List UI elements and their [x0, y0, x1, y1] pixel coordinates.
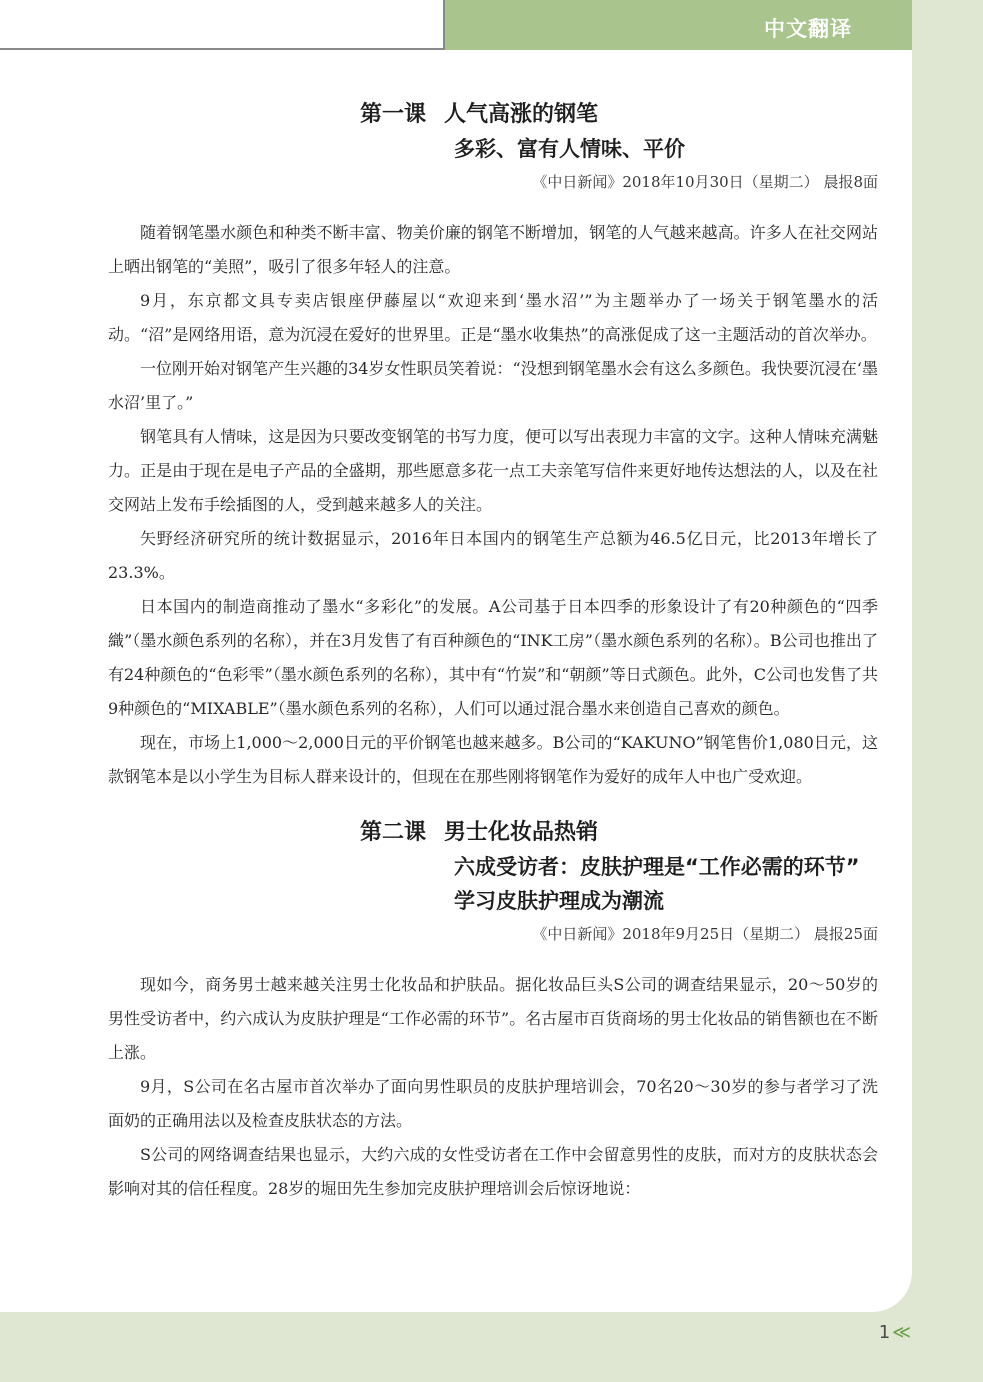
lesson-1-paragraph: 一位刚开始对钢笔产生兴趣的34岁女性职员笑着说：“没想到钢笔墨水会有这么多颜色。我快要沉浸在‘墨水沼’里了。”	[108, 359, 878, 412]
lesson-2-subtitle: 六成受访者：皮肤护理是“工作必需的环节”	[454, 855, 860, 879]
lesson-2-subtitle: 学习皮肤护理成为潮流	[454, 889, 664, 913]
lesson-1-number: 第一课	[360, 102, 427, 127]
lesson-2-paragraph: 现如今，商务男士越来越关注男士化妆品和护肤品。据化妆品巨头S公司的调查结果显示，20～50岁的男性受访者中，约六成认为皮肤护理是“工作必需的环节”。名古屋市百货商场的男士化妆品的销售额也在不断上涨。	[108, 975, 878, 1062]
bottom-bar	[0, 1312, 983, 1382]
double-chevron-left-icon: ≪	[892, 1322, 911, 1343]
top-bar	[0, 0, 983, 50]
section-label: 中文翻译	[764, 17, 852, 41]
lesson-2-title-line	[360, 816, 878, 850]
section-tab	[443, 0, 912, 50]
lesson-2-heading	[360, 816, 878, 918]
right-margin	[912, 0, 983, 1382]
lesson-1-title-line	[360, 98, 878, 132]
lesson-1-heading	[360, 98, 878, 166]
header-rule	[0, 0, 445, 50]
lesson-1-subtitle: 多彩、富有人情味、平价	[454, 137, 685, 161]
lesson-1-paragraph: 现在，市场上1,000～2,000日元的平价钢笔也越来越多。B公司的“KAKUNO”钢笔售价1,080日元，这款钢笔本是以小学生为目标人群来设计的，但现在在那些刚将钢笔作为爱好的成年人中也广受欢迎。	[108, 733, 878, 786]
lesson-2-title: 男士化妆品热销	[444, 820, 599, 845]
lesson-1-paragraph: 矢野经济研究所的统计数据显示，2016年日本国内的钢笔生产总额为46.5亿日元，比2013年增长了23.3%。	[108, 529, 878, 582]
lesson-2-source: 《中日新闻》2018年9月25日（星期二） 晨报25面	[532, 925, 878, 943]
lesson-1-paragraph: 随着钢笔墨水颜色和种类不断丰富、物美价廉的钢笔不断增加，钢笔的人气越来越高。许多人在社交网站上晒出钢笔的“美照”，吸引了很多年轻人的注意。	[108, 223, 878, 276]
lesson-1-paragraph: 日本国内的制造商推动了墨水“多彩化”的发展。A公司基于日本四季的形象设计了有20种颜色的“四季織”（墨水颜色系列的名称），并在3月发售了有百种颜色的“INK工房”（墨水颜色系列的名称）。B公司也推出了有24种颜色的“色彩雫”（墨水颜色系列的名称），其中有“竹炭”和“朝颜”等日式颜色。此外，C公司也发售了共9种颜色的“MIXABLE”（墨水颜色系列的名称），人们可以通过混合墨水来创造自己喜欢的颜色。	[108, 597, 878, 718]
lesson-2-paragraph: 9月，S公司在名古屋市首次举办了面向男性职员的皮肤护理培训会，70名20～30岁的参与者学习了洗面奶的正确用法以及检查皮肤状态的方法。	[108, 1077, 878, 1130]
article-content	[108, 98, 878, 1206]
lesson-2-paragraph: S公司的网络调查结果也显示，大约六成的女性受访者在工作中会留意男性的皮肤，而对方的皮肤状态会影响对其的信任程度。28岁的堀田先生参加完皮肤护理培训会后惊讶地说：	[108, 1145, 878, 1198]
page-number-value: 1	[878, 1322, 891, 1343]
lesson-1-paragraph: 9月，东京都文具专卖店银座伊藤屋以“欢迎来到‘墨水沼’”为主题举办了一场关于钢笔墨水的活动。“沼”是网络用语，意为沉浸在爱好的世界里。正是“墨水收集热”的高涨促成了这一主题活动的首次举办。	[108, 291, 878, 344]
lesson-2	[108, 816, 878, 1206]
lesson-1-title: 人气高涨的钢笔	[444, 102, 599, 127]
lesson-1-source: 《中日新闻》2018年10月30日（星期二） 晨报8面	[532, 173, 878, 191]
page-number	[879, 1322, 911, 1343]
lesson-2-number: 第二课	[360, 820, 427, 845]
lesson-1-paragraph: 钢笔具有人情味，这是因为只要改变钢笔的书写力度，便可以写出表现力丰富的文字。这种人情味充满魅力。正是由于现在是电子产品的全盛期，那些愿意多花一点工夫亲笔写信件来更好地传达想法的人，以及在社交网站上发布手绘插图的人，受到越来越多人的关注。	[108, 427, 878, 514]
lesson-1	[108, 98, 878, 794]
